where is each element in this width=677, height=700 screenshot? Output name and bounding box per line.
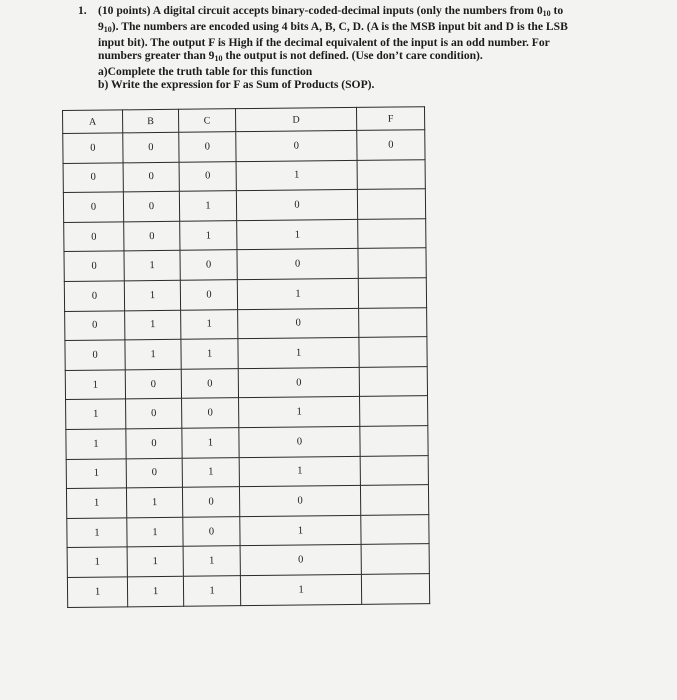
table-row bbox=[67, 574, 429, 607]
header-d: D bbox=[235, 107, 356, 131]
cell-b: 1 bbox=[124, 251, 180, 281]
table-row bbox=[66, 396, 428, 429]
cell-c: 0 bbox=[182, 487, 239, 517]
cell-b: 0 bbox=[126, 458, 182, 488]
cell-b: 0 bbox=[124, 221, 180, 251]
cell-a: 0 bbox=[65, 340, 125, 370]
cell-a: 1 bbox=[67, 577, 127, 607]
cell-c: 1 bbox=[181, 339, 238, 369]
cell-b: 0 bbox=[126, 428, 182, 458]
question-line-4 bbox=[78, 49, 663, 65]
cell-c: 1 bbox=[182, 457, 239, 487]
question-line-3: input bit). The output F is High if the decimal equivalent of the input is an odd number. For bbox=[98, 36, 550, 49]
cell-b: 0 bbox=[123, 132, 179, 162]
cell-b: 1 bbox=[126, 487, 182, 517]
part-a-instruction: a)Complete the truth table for this function bbox=[98, 65, 313, 78]
cell-a: 0 bbox=[64, 281, 124, 311]
question-number: 1. bbox=[78, 4, 87, 17]
cell-c: 1 bbox=[183, 576, 240, 606]
table-row bbox=[63, 159, 425, 192]
table-row bbox=[66, 455, 428, 488]
cell-b: 0 bbox=[125, 369, 181, 399]
table-row bbox=[64, 218, 426, 251]
cell-a: 1 bbox=[65, 370, 125, 400]
cell-d: 0 bbox=[238, 367, 359, 398]
subscript: 10 bbox=[214, 54, 223, 63]
question-line-4-text: the output is not defined. (Use don’t care condition). bbox=[222, 49, 483, 62]
cell-f[interactable] bbox=[359, 307, 427, 337]
cell-d: 0 bbox=[239, 486, 360, 517]
cell-b: 1 bbox=[127, 576, 183, 606]
cell-f[interactable]: 0 bbox=[357, 130, 425, 160]
cell-d: 0 bbox=[238, 308, 359, 339]
cell-c: 0 bbox=[183, 516, 240, 546]
cell-c: 0 bbox=[180, 280, 237, 310]
cell-a: 1 bbox=[67, 518, 127, 548]
table-row bbox=[66, 426, 428, 459]
cell-a: 1 bbox=[66, 399, 126, 429]
table-row bbox=[67, 514, 429, 547]
cell-d: 0 bbox=[239, 426, 360, 457]
cell-c: 1 bbox=[179, 191, 236, 221]
table-row bbox=[66, 485, 428, 518]
cell-c: 1 bbox=[182, 428, 239, 458]
cell-d: 1 bbox=[236, 160, 357, 191]
table-row bbox=[65, 366, 427, 399]
question-line-4-head: numbers greater than 9 bbox=[98, 49, 215, 62]
cell-d: 1 bbox=[240, 515, 361, 546]
cell-b: 1 bbox=[125, 339, 181, 369]
cell-d: 0 bbox=[236, 130, 357, 161]
question-line-1-text: (10 points) A digital circuit accepts binary-coded-decimal inputs (only the numbers from 0 bbox=[98, 4, 543, 17]
question-line-1 bbox=[78, 4, 663, 20]
cell-f[interactable] bbox=[358, 218, 426, 248]
cell-b: 0 bbox=[126, 399, 182, 429]
cell-c: 0 bbox=[179, 161, 236, 191]
question-line-2-head: 9 bbox=[98, 20, 104, 33]
cell-a: 1 bbox=[66, 429, 126, 459]
table-row bbox=[67, 544, 429, 577]
table-row bbox=[64, 278, 426, 311]
cell-a: 0 bbox=[63, 162, 123, 192]
question-line-1-tail: to bbox=[550, 4, 564, 17]
cell-d: 0 bbox=[236, 190, 357, 221]
question-line-2 bbox=[78, 20, 663, 36]
cell-c: 0 bbox=[182, 398, 239, 428]
cell-f[interactable] bbox=[360, 455, 428, 485]
cell-f[interactable] bbox=[359, 337, 427, 367]
cell-d: 1 bbox=[239, 456, 360, 487]
cell-b: 1 bbox=[124, 280, 180, 310]
truth-table-body bbox=[63, 130, 430, 607]
header-c: C bbox=[178, 109, 235, 133]
cell-a: 0 bbox=[64, 222, 124, 252]
cell-d: 0 bbox=[240, 545, 361, 576]
table-row bbox=[65, 307, 427, 340]
table-row bbox=[65, 337, 427, 370]
cell-d: 1 bbox=[238, 338, 359, 369]
header-a: A bbox=[63, 110, 123, 134]
cell-b: 1 bbox=[125, 310, 181, 340]
cell-d: 1 bbox=[239, 397, 360, 428]
table-row bbox=[63, 189, 425, 222]
cell-b: 1 bbox=[127, 517, 183, 547]
cell-f[interactable] bbox=[357, 189, 425, 219]
cell-d: 1 bbox=[237, 278, 358, 309]
cell-c: 0 bbox=[180, 250, 237, 280]
cell-a: 0 bbox=[63, 133, 123, 163]
cell-f[interactable] bbox=[358, 248, 426, 278]
cell-f[interactable] bbox=[361, 544, 429, 574]
cell-c: 1 bbox=[183, 546, 240, 576]
question-line-2-text: ). The numbers are encoded using 4 bits A, B, C, D. (A is the MSB input bit and D is the LSB bbox=[111, 20, 568, 33]
cell-c: 1 bbox=[180, 220, 237, 250]
truth-table-container bbox=[62, 106, 430, 607]
cell-a: 1 bbox=[66, 458, 126, 488]
cell-b: 1 bbox=[127, 547, 183, 577]
cell-f[interactable] bbox=[361, 514, 429, 544]
part-b-instruction: b) Write the expression for F as Sum of Products (SOP). bbox=[98, 78, 375, 91]
cell-b: 0 bbox=[123, 191, 179, 221]
cell-c: 1 bbox=[181, 309, 238, 339]
table-row bbox=[64, 248, 426, 281]
cell-f[interactable] bbox=[360, 396, 428, 426]
cell-f[interactable] bbox=[360, 485, 428, 515]
cell-f[interactable] bbox=[358, 278, 426, 308]
cell-a: 1 bbox=[66, 488, 126, 518]
cell-a: 1 bbox=[67, 547, 127, 577]
cell-a: 0 bbox=[63, 192, 123, 222]
cell-d: 1 bbox=[237, 219, 358, 250]
cell-f[interactable] bbox=[361, 574, 429, 604]
cell-d: 1 bbox=[240, 574, 361, 605]
cell-c: 0 bbox=[181, 368, 238, 398]
cell-c: 0 bbox=[179, 132, 236, 162]
cell-f[interactable] bbox=[357, 159, 425, 189]
question-text bbox=[78, 4, 663, 91]
header-f: F bbox=[356, 107, 424, 131]
cell-b: 0 bbox=[123, 162, 179, 192]
header-b: B bbox=[123, 109, 179, 133]
cell-d: 0 bbox=[237, 249, 358, 280]
cell-f[interactable] bbox=[359, 366, 427, 396]
subscript: 10 bbox=[542, 9, 551, 18]
truth-table bbox=[62, 106, 430, 607]
table-row bbox=[63, 130, 425, 163]
cell-a: 0 bbox=[64, 251, 124, 281]
cell-f[interactable] bbox=[360, 426, 428, 456]
subscript: 10 bbox=[103, 25, 112, 34]
cell-a: 0 bbox=[65, 310, 125, 340]
